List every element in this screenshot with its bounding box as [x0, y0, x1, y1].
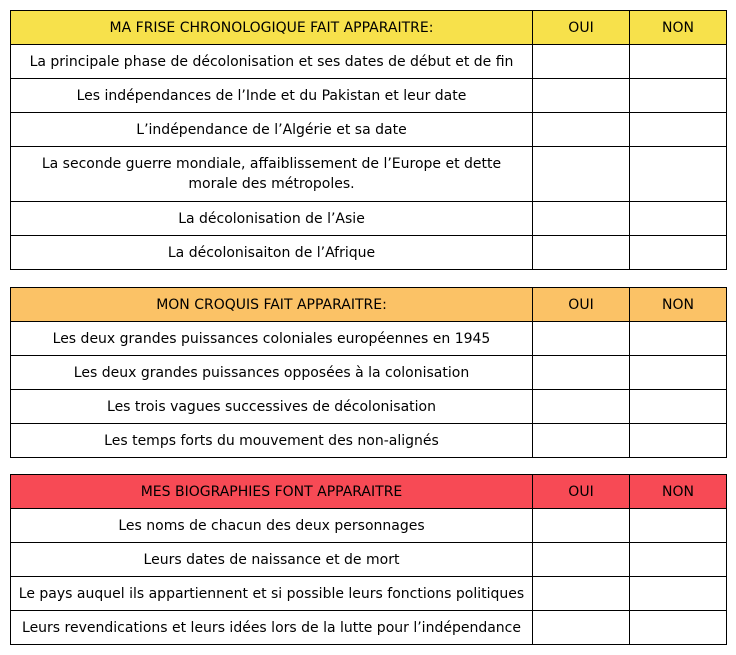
non-checkbox-cell[interactable] — [630, 611, 727, 645]
croquis-heading: MON CROQUIS FAIT APPARAITRE: — [11, 288, 533, 322]
croquis-header-row — [11, 288, 727, 322]
frise-oui-header: OUI — [533, 11, 630, 45]
table-row — [11, 577, 727, 611]
non-checkbox-cell[interactable] — [630, 543, 727, 577]
criterion-label: Leurs dates de naissance et de mort — [11, 543, 533, 577]
criterion-label: Les noms de chacun des deux personnages — [11, 509, 533, 543]
biographies-oui-header: OUI — [533, 475, 630, 509]
oui-checkbox-cell[interactable] — [533, 424, 630, 458]
non-checkbox-cell[interactable] — [630, 356, 727, 390]
oui-checkbox-cell[interactable] — [533, 611, 630, 645]
criterion-label: La décolonisaiton de l’Afrique — [11, 236, 533, 270]
criterion-label: Les temps forts du mouvement des non-alignés — [11, 424, 533, 458]
croquis-oui-header: OUI — [533, 288, 630, 322]
frise-checklist-table — [10, 10, 727, 270]
table-row — [11, 79, 727, 113]
criterion-label: Les indépendances de l’Inde et du Pakistan et leur date — [11, 79, 533, 113]
non-checkbox-cell[interactable] — [630, 45, 727, 79]
criterion-label: La seconde guerre mondiale, affaiblissement de l’Europe et dette morale des métropoles. — [11, 147, 533, 202]
non-checkbox-cell[interactable] — [630, 147, 727, 202]
table-row — [11, 424, 727, 458]
criterion-label: Leurs revendications et leurs idées lors de la lutte pour l’indépendance — [11, 611, 533, 645]
table-row — [11, 390, 727, 424]
table-row — [11, 236, 727, 270]
non-checkbox-cell[interactable] — [630, 509, 727, 543]
non-checkbox-cell[interactable] — [630, 424, 727, 458]
table-row — [11, 322, 727, 356]
oui-checkbox-cell[interactable] — [533, 356, 630, 390]
non-checkbox-cell[interactable] — [630, 113, 727, 147]
oui-checkbox-cell[interactable] — [533, 45, 630, 79]
non-checkbox-cell[interactable] — [630, 236, 727, 270]
table-row — [11, 147, 727, 202]
oui-checkbox-cell[interactable] — [533, 202, 630, 236]
croquis-checklist-table — [10, 287, 727, 458]
oui-checkbox-cell[interactable] — [533, 577, 630, 611]
frise-non-header: NON — [630, 11, 727, 45]
table-row — [11, 543, 727, 577]
table-row — [11, 113, 727, 147]
non-checkbox-cell[interactable] — [630, 202, 727, 236]
table-row — [11, 509, 727, 543]
non-checkbox-cell[interactable] — [630, 79, 727, 113]
croquis-non-header: NON — [630, 288, 727, 322]
table-row — [11, 45, 727, 79]
non-checkbox-cell[interactable] — [630, 577, 727, 611]
table-row — [11, 611, 727, 645]
frise-heading: MA FRISE CHRONOLOGIQUE FAIT APPARAITRE: — [11, 11, 533, 45]
oui-checkbox-cell[interactable] — [533, 322, 630, 356]
non-checkbox-cell[interactable] — [630, 390, 727, 424]
criterion-label: Les deux grandes puissances opposées à la colonisation — [11, 356, 533, 390]
oui-checkbox-cell[interactable] — [533, 147, 630, 202]
criterion-label: Les trois vagues successives de décolonisation — [11, 390, 533, 424]
frise-header-row — [11, 11, 727, 45]
table-row — [11, 202, 727, 236]
biographies-header-row — [11, 475, 727, 509]
non-checkbox-cell[interactable] — [630, 322, 727, 356]
criterion-label: La principale phase de décolonisation et ses dates de début et de fin — [11, 45, 533, 79]
oui-checkbox-cell[interactable] — [533, 543, 630, 577]
biographies-non-header: NON — [630, 475, 727, 509]
oui-checkbox-cell[interactable] — [533, 236, 630, 270]
biographies-heading: MES BIOGRAPHIES FONT APPARAITRE — [11, 475, 533, 509]
oui-checkbox-cell[interactable] — [533, 509, 630, 543]
oui-checkbox-cell[interactable] — [533, 79, 630, 113]
criterion-label: Les deux grandes puissances coloniales européennes en 1945 — [11, 322, 533, 356]
table-row — [11, 356, 727, 390]
oui-checkbox-cell[interactable] — [533, 113, 630, 147]
criterion-label: La décolonisation de l’Asie — [11, 202, 533, 236]
biographies-checklist-table — [10, 474, 727, 645]
oui-checkbox-cell[interactable] — [533, 390, 630, 424]
criterion-label: Le pays auquel ils appartiennent et si possible leurs fonctions politiques — [11, 577, 533, 611]
criterion-label: L’indépendance de l’Algérie et sa date — [11, 113, 533, 147]
